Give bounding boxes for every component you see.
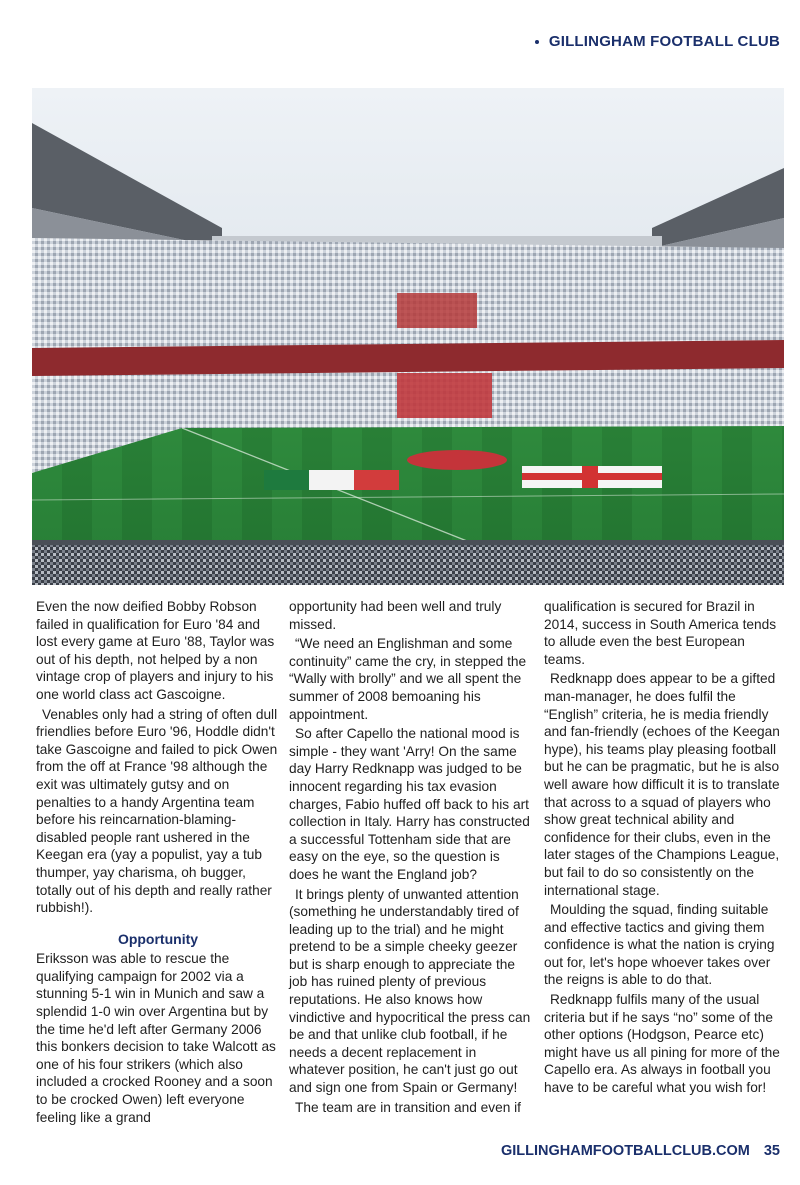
paragraph: Moulding the squad, finding suitable and effective tactics and giving them confidence is what the nation is crying out for, let's hope whoever takes over the reigns is able to do that. [544, 902, 775, 988]
paragraph: The team are in transition and even if [295, 1099, 521, 1115]
paragraph: Eriksson was able to rescue the qualifying campaign for 2002 via a stunning 5-1 win in Munich and saw a splendid 1-0 win over Argentina but by the time he'd left after Germany 2006 this bonkers decision to take Walcott as one of his four strikers (which also included a crocked Rooney and a soon to be crocked Owen) left everyone feeling like a grand [36, 951, 276, 1125]
bullet-dot-icon [535, 40, 539, 44]
article-column-2 [289, 598, 533, 1118]
stadium-photo [32, 88, 784, 585]
article-column-3 [544, 598, 788, 1099]
header-title: GILLINGHAM FOOTBALL CLUB [548, 33, 780, 50]
stadium-illustration [32, 88, 784, 585]
page-footer [501, 1143, 780, 1159]
paragraph: Redknapp fulfils many of the usual criteria but if he says “no” some of the other options (Hodgson, Pearce etc) might have us all pining for more of the Capello era. As always in football you have to be careful what you wish for! [544, 992, 780, 1096]
paragraph: Redknapp does appear to be a gifted man-manager, he does fulfil the “English” criteria, he is media friendly and fan-friendly (echoes of the Keegan hype), his teams play pleasing football but he can be pragmatic, but he is also well aware how difficult it is to translate that across to a squad of players who show great technical ability and confidence for their clubs, even in the later stages of the Champions League, but fail to do so consistently on the international stage. [544, 671, 780, 898]
subheading: Opportunity [117, 930, 199, 947]
article-column-1 [36, 598, 280, 1128]
paragraph: Even the now deified Bobby Robson failed in qualification for Euro '84 and lost every game at Euro '88, Taylor was out of his depth, not helped by a non vintage crop of players and injury to his one world class act Gascoigne. [36, 599, 275, 702]
paragraph: opportunity had been well and truly missed. [289, 599, 502, 632]
mexico-flag [264, 470, 399, 490]
paragraph: qualification is secured for Brazil in 2014, success in South America tends to allude even the best European teams. [544, 599, 777, 667]
england-flag [522, 466, 662, 488]
paragraph: It brings plenty of unwanted attention (something he understandably tired of leading up to the trial) and he might pretend to be a simple cheeky geezer but is sharp enough to appreciate the job has ruined plenty of previous reputations. He also knows how vindictive and hypocritical the press can be and that unlike club football, if he needs a decent replacement in whatever position, he can't just go out and sign one from Spain or Germany! [289, 886, 531, 1096]
paragraph: “We need an Englishman and some continuity” came the cry, in stepped the “Wally with brolly” and we all spent the summer of 2008 bemoaning his appointment. [289, 636, 527, 722]
page-number: 35 [763, 1143, 780, 1159]
page-header [535, 33, 780, 50]
footer-site-url: GILLINGHAMFOOTBALLCLUB.COM [500, 1143, 750, 1159]
article-body [36, 598, 788, 1128]
paragraph: Venables only had a string of often dull friendlies before Euro '96, Hoddle didn't take Gascoigne and failed to pick Owen from the off at France '98 although the exit was ultimately gutsy and on penalties to a handy Argentina team before his reincarnation-blaming-disabled people rant ushered in the Keegan era (yay a populist, yay a tub thumper, yay charisma, oh bugger, totally out of his depth and really rather rubbish!). [36, 706, 278, 916]
paragraph: So after Capello the national mood is simple - they want 'Arry! On the same day Harry Redknapp was judged to be innocent regarding his tax evasion charges, Fabio huffed off back to his art collection in Italy. Harry has constructed a successful Tottenham side that are easy on the eye, so the question is does he want the England job? [289, 726, 530, 882]
